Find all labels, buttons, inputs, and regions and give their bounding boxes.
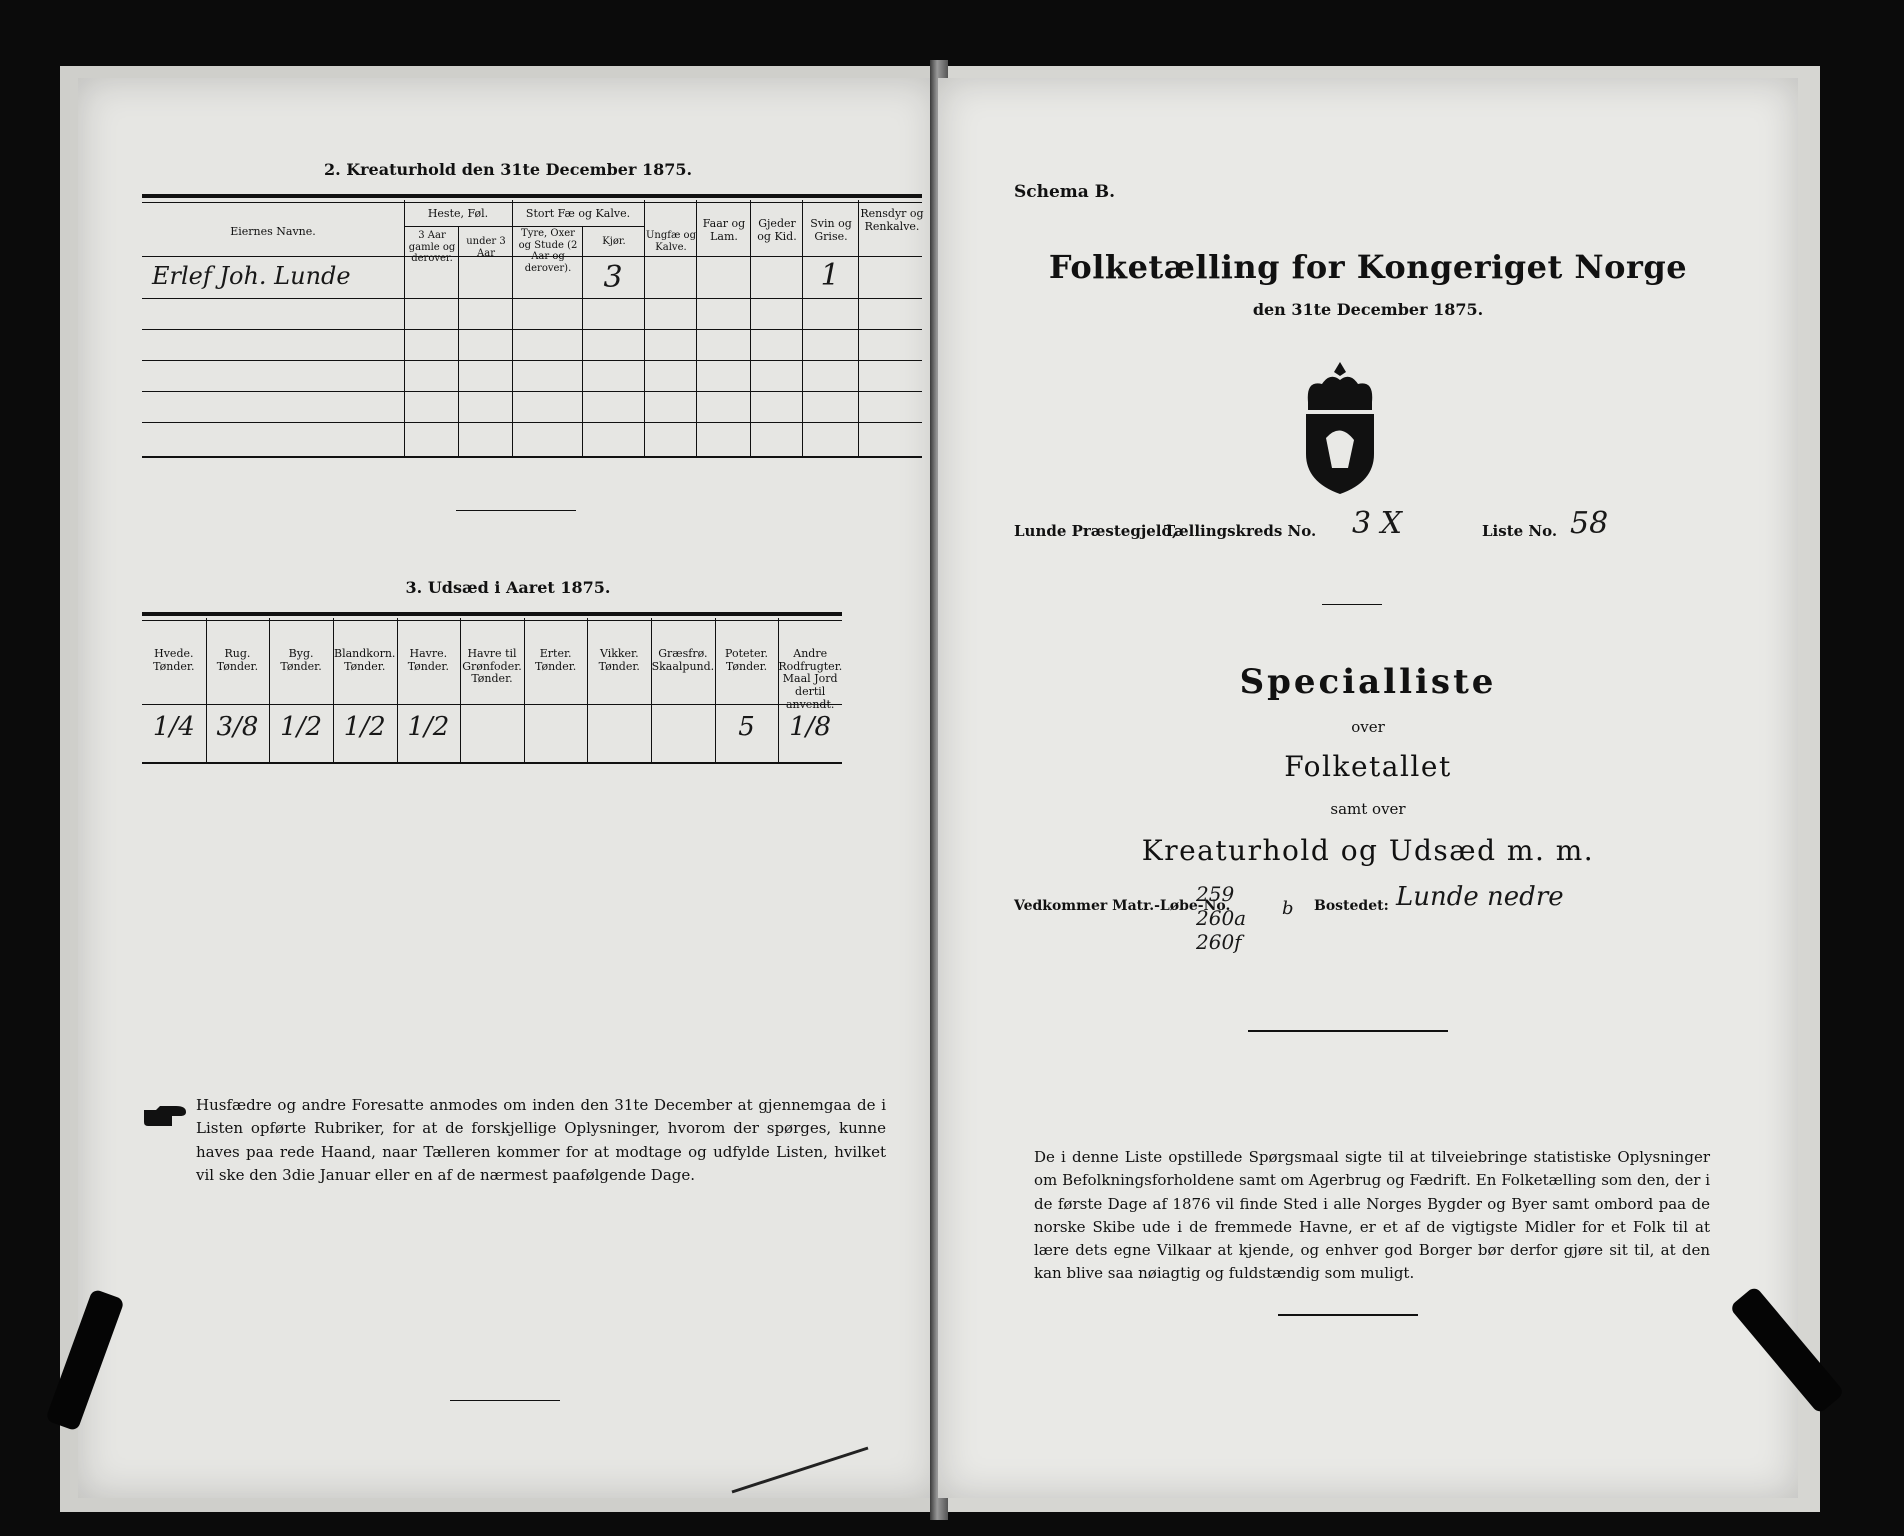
seed-value: 5 <box>738 712 755 742</box>
folketallet-text: Folketallet <box>1284 750 1452 783</box>
bosted-label: Bostedet: <box>1314 898 1389 914</box>
seed-header: Hvede. Tønder. <box>153 647 195 673</box>
th-sheep: Faar og Lam. <box>702 217 746 243</box>
specialliste-title: Specialliste <box>1239 662 1497 702</box>
th-reindeer: Rensdyr og Renkalve. <box>860 207 924 233</box>
seed-value: 3/8 <box>216 712 259 742</box>
seed-header: Erter. Tønder. <box>534 647 577 673</box>
divider-bottom <box>450 1400 560 1401</box>
th-cows: Kjør. <box>602 236 626 247</box>
seed-value: 1/2 <box>343 712 386 742</box>
list-label: Liste No. <box>1482 522 1558 540</box>
cows-count: 3 <box>603 260 623 295</box>
seed-header: Byg. Tønder. <box>280 647 322 673</box>
footnote-text: Husfædre og andre Foresatte anmodes om inden den 31te December at gjennemgaa de i Listen opførte Rubriker, for at de forskjellige Oplysninger, hvorom der spørges, kunne haves paa rede Haand, naar Tælleren kommer for at modtage og udfylde Listen, hvilket vil ske den 3die Januar eller en af de nærmest paafølgende Dage. <box>196 1096 886 1184</box>
divider <box>456 510 576 511</box>
th-cattle: Stort Fæ og Kalve. <box>525 207 631 220</box>
form-title: Folketælling for Kongeriget Norge <box>1048 248 1688 286</box>
district-label: Tællingskreds No. <box>1164 522 1317 540</box>
matr-values: 259 260a 260f <box>1196 882 1247 954</box>
seed-header: Poteter. Tønder. <box>725 647 769 673</box>
left-page <box>78 78 938 1498</box>
footer-text: De i denne Liste opstillede Spørgsmaal sigte til at tilveiebringe statistiske Oplysninger om Befolkningsforholdene samt om Agerbrug og Fædrift. En Folketælling som den, der i de første Dage af 1876 vil finde Sted i alle Norges Bygder og Byer samt ombord paa de norske Skibe ude i de fremmede Havne, er et af de vigtigste Midler for et Folk til at lære dets egne Vilkaar at kjende, og enhver god Borger bør derfor gjøre sit til, at den kan blive saa nøiagtig og fuldstændig som muligt. <box>1034 1148 1710 1283</box>
pointing-hand-icon <box>142 1104 188 1130</box>
samt-over-text: samt over <box>1330 800 1406 818</box>
pigs-count: 1 <box>820 258 840 293</box>
divider-right <box>1322 604 1382 605</box>
kreaturhold-text: Kreaturhold og Udsæd m. m. <box>1141 834 1595 867</box>
over-text: over <box>1351 718 1385 736</box>
matr-label: Vedkommer Matr.-Løbe-No. <box>1014 898 1231 914</box>
district-value: 3 X <box>1352 506 1402 541</box>
divider-mid <box>1248 1030 1448 1032</box>
th-horses-old: 3 Aar gamle og derover. <box>408 230 456 264</box>
th-owner: Eiernes Navne. <box>230 225 316 238</box>
seed-header: Blandkorn. Tønder. <box>334 647 396 673</box>
seed-header: Havre. Tønder. <box>407 647 449 673</box>
seed-value: 1/4 <box>152 712 195 742</box>
seed-value: 1/2 <box>407 712 450 742</box>
owner-name: Erlef Joh. Lunde <box>152 262 351 290</box>
form-date: den 31te December 1875. <box>1252 300 1484 319</box>
schema-label: Schema B. <box>1014 182 1116 202</box>
th-horses-young: under 3 Aar <box>466 236 506 259</box>
pen-stroke <box>728 1438 878 1498</box>
seed-header: Græsfrø. Skaalpund. <box>651 647 715 673</box>
seed-value: 1/8 <box>789 712 832 742</box>
seed-header: Havre til Grønfoder. Tønder. <box>462 647 522 686</box>
section3-title: 3. Udsæd i Aaret 1875. <box>405 578 611 597</box>
parish-label: Lunde Præstegjeld, <box>1014 522 1178 540</box>
seed-header: Rug. Tønder. <box>216 647 259 673</box>
seed-header: Andre Rodfrugter. Maal Jord dertil anvendt. <box>778 647 843 711</box>
matr-suffix: b <box>1282 898 1294 919</box>
bosted-value: Lunde nedre <box>1396 882 1564 912</box>
coat-of-arms-icon <box>1292 358 1388 498</box>
th-pigs: Svin og Grise. <box>810 217 852 243</box>
th-horses: Heste, Føl. <box>427 207 489 220</box>
th-bulls: Tyre, Oxer og Stude (2 Aar og derover). <box>518 228 578 274</box>
th-young-cattle: Ungfæ og Kalve. <box>646 230 696 253</box>
divider-end <box>1278 1314 1418 1316</box>
section2-title: 2. Kreaturhold den 31te December 1875. <box>323 160 693 179</box>
seed-header: Vikker. Tønder. <box>598 647 640 673</box>
right-page <box>938 78 1798 1498</box>
list-value: 58 <box>1570 506 1609 541</box>
th-goats: Gjeder og Kid. <box>757 217 797 243</box>
seed-value: 1/2 <box>280 712 322 742</box>
